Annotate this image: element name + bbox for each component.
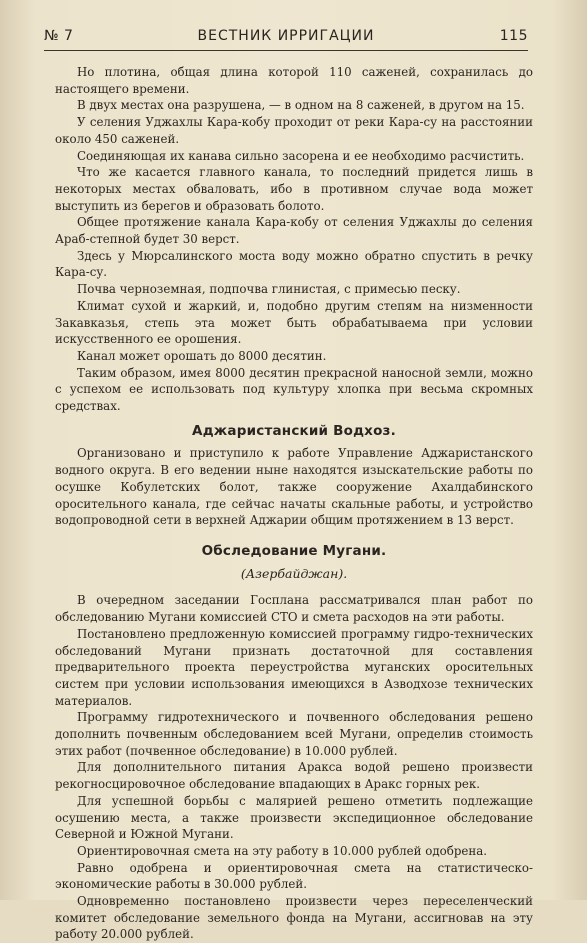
paragraph: В двух местах она разрушена, — в одном на 8 саженей, в другом на 15. (77, 98, 525, 113)
section-subtitle-mugan: (Азербайджан). (240, 565, 348, 581)
karasu-canal-text (55, 64, 533, 415)
mugan-text (55, 592, 533, 943)
paragraph: Постановлено предложенную комиссией программу гидро-технических обследований Мугани признать достаточной для составления предварительного проекта переустройства муганских оросительных систем при условии использования имеющихся в Азводхозе технических материалов. (55, 626, 533, 708)
journal-title: ВЕСТНИК ИРРИГАЦИИ (197, 28, 375, 44)
paragraph: Организовано и приступило к работе Управление Аджаристанского водного округа. В его ведении ныне находятся изыскательские работы по осушке Кобулетских болот, также сооружение Ахалдабинского оросительного канала, где сейчас начаты скальные работы, и устройство водопроводной сети в верхней Аджарии общим протяжением в 13 верст. (55, 446, 533, 528)
paragraph: Но плотина, общая длина которой 110 саженей, сохранилась до настоящего времени. (55, 65, 533, 96)
paragraph: Здесь у Мюрсалинского моста воду можно обратно спустить в речку Кара-су. (55, 248, 533, 280)
article-body (55, 64, 533, 943)
section-title-mugan: Обследование Мугани. (201, 542, 387, 559)
page-number: 115 (499, 28, 528, 44)
paragraph: Климат сухой и жаркий, и, подобно другим степям на низменности Закавказья, степь эта может быть обрабатываема при условии искусственного ее орошения. (55, 298, 533, 347)
paragraph: У селения Уджахлы Кара-кобу проходит от реки Кара-су на расстоянии около 450 саженей. (55, 115, 533, 146)
page-header (44, 26, 528, 48)
paragraph: Программу гидротехнического и почвенного обследования решено дополнить почвенным обследованием всей Мугани, определив стоимость этих работ (почвенное обследование) в 10.000 рублей. (55, 710, 533, 758)
paragraph: Таким образом, имея 8000 десятин прекрасной наносной земли, можно с успехом ее использовать под культуру хлопка при весьма скромных средствах. (55, 365, 533, 414)
paragraph: Почва черноземная, подпочва глинистая, с примесью песку. (77, 282, 461, 297)
paragraph: Соединяющая их канава сильно засорена и ее необходимо расчистить. (77, 148, 525, 163)
section-title-adjaristan: Аджаристанский Водхоз. (192, 422, 396, 439)
paragraph: Общее протяжение канала Кара-кобу от селения Уджахлы до селения Араб-степной будет 30 верст. (55, 215, 533, 247)
paragraph: Для успешной борьбы с малярией решено отметить подлежащие осушению места, а также произвести экспедиционное обследование Северной и Южной Мугани. (55, 793, 533, 842)
paragraph: Для дополнительного питания Аракса водой решено произвести рекогносцировочное обследование впадающих в Аракс горных рек. (55, 760, 533, 792)
paragraph: В очередном заседании Госплана рассматривался план работ по обследованию Мугани комиссией СТО и смета расходов на эти работы. (55, 593, 533, 625)
paragraph: Канал может орошать до 8000 десятин. (77, 348, 327, 363)
paragraph: Равно одобрена и ориентировочная смета на статистическо-экономические работы в 30.000 рублей. (55, 860, 533, 892)
header-rule (44, 50, 528, 51)
paragraph: Одновременно постановлено произвести через переселенческий комитет обследование земельного фонда на Мугани, ассигновав на эту работу 20.000 рублей. (55, 894, 533, 942)
paragraph: Ориентировочная смета на эту работу в 10.000 рублей одобрена. (77, 843, 488, 858)
adjaristan-text (55, 445, 533, 529)
issue-number: № 7 (44, 28, 74, 44)
paragraph: Что же касается главного канала, то последний придется лишь в некоторых местах обваловать, ибо в противном случае вода может выступить из берегов и образовать болото. (55, 165, 533, 213)
